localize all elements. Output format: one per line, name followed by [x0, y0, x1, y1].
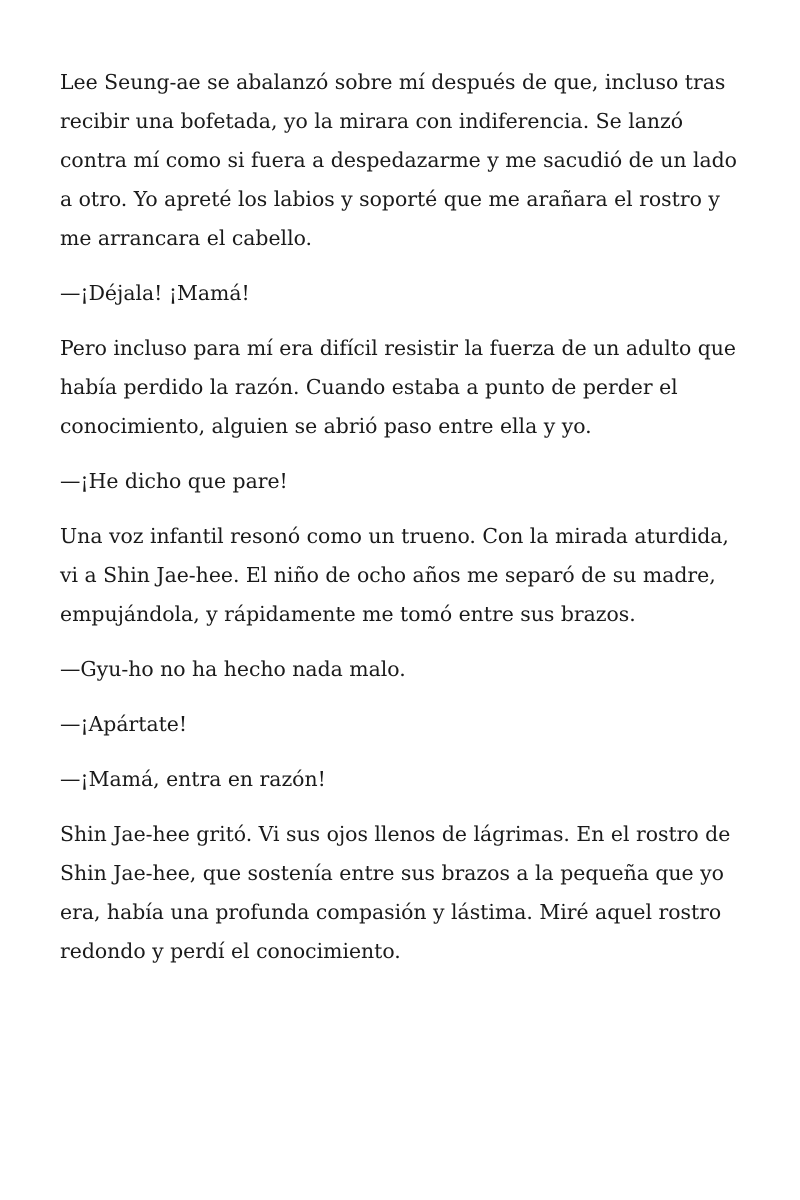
paragraph-1: Lee Seung-ae se abalanzó sobre mí después de que, incluso tras recibir una bofetada, yo la mirara con indiferencia. Se lanzó contra mí como si fuera a despedazarme y me sacudió de un lado a otro. Yo apreté los labios y soporté que me arañara el rostro y me arrancara el cabello.	[60, 70, 737, 250]
paragraph-4: Shin Jae-hee gritó. Vi sus ojos llenos de lágrimas. En el rostro de Shin Jae-hee, que sostenía entre sus brazos a la pequeña que yo era, había una profunda compasión y lástima. Miré aquel rostro redondo y perdí el conocimiento.	[60, 822, 731, 963]
dialogue-line-5: —¡Mamá, entra en razón!	[60, 767, 326, 791]
dialogue-line-1: —¡Déjala! ¡Mamá!	[60, 281, 250, 305]
dialogue-line-3: —Gyu-ho no ha hecho nada malo.	[60, 657, 406, 681]
dialogue-line-2: —¡He dicho que pare!	[60, 469, 288, 493]
paragraph-2: Pero incluso para mí era difícil resistir la fuerza de un adulto que había perdido la razón. Cuando estaba a punto de perder el conocimiento, alguien se abrió paso entre ella y yo.	[60, 336, 736, 438]
paragraph-3: Una voz infantil resonó como un trueno. Con la mirada aturdida, vi a Shin Jae-hee. El niño de ocho años me separó de su madre, empujándola, y rápidamente me tomó entre sus brazos.	[60, 524, 729, 626]
dialogue-line-4: —¡Apártate!	[60, 712, 188, 736]
